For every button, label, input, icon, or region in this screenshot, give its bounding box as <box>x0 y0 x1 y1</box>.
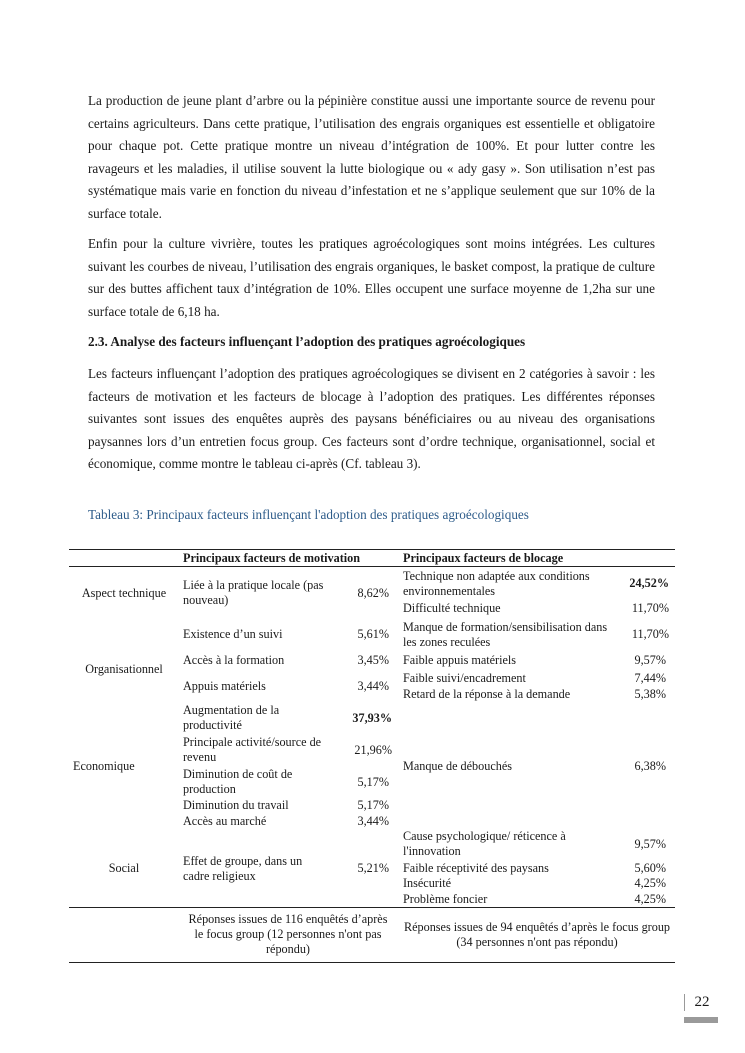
table-bottom-rule <box>69 962 675 963</box>
motivation-value: 5,17% <box>357 798 389 812</box>
blocage-value: 9,57% <box>634 653 666 667</box>
table-top-rule <box>69 549 675 550</box>
paragraph-facteurs <box>88 363 655 476</box>
aspect-social: Social <box>108 861 140 875</box>
motivation-label: Accès à la formation <box>183 653 285 667</box>
motivation-label: Appuis matériels <box>183 679 266 693</box>
motivation-value: 8,62% <box>357 586 389 600</box>
blocage-value: 4,25% <box>634 876 666 890</box>
blocage-value: 9,57% <box>634 837 666 851</box>
motivation-label: Diminution du travail <box>183 798 289 812</box>
motivation-label: Augmentation de la productivité <box>183 703 280 732</box>
blocage-label: Faible appuis matériels <box>403 653 517 667</box>
header-motivation: Principaux facteurs de motivation <box>183 551 361 565</box>
footer-blocage: Réponses issues de 94 enquêtés d’après le focus group (34 personnes n'ont pas répondu) <box>403 920 671 949</box>
motivation-value: 21,96% <box>354 743 392 757</box>
motivation-value: 3,44% <box>357 814 389 828</box>
paragraph-text: Enfin pour la culture vivrière, toutes les pratiques agroécologiques sont moins intégrées. Les cultures suivant les courbes de niveau, l’utilisation des engrais organiques, le basket compost, la pratique de culture sur des buttes affichent taux d’intégration de 10%. Elles occupent une surface moyenne de 1,2ha sur une surface totale de 6,18 ha. <box>88 236 655 319</box>
blocage-value: 5,60% <box>634 861 666 875</box>
header-blocage: Principaux facteurs de blocage <box>403 551 564 565</box>
blocage-label: Problème foncier <box>403 892 488 906</box>
motivation-label: Accès au marché <box>183 814 267 828</box>
page-number: 22 <box>684 994 719 1011</box>
aspect-technique: Aspect technique <box>81 586 167 600</box>
blocage-label: Manque de formation/sensibilisation dans les zones reculées <box>403 620 608 649</box>
blocage-label: Faible suivi/encadrement <box>403 671 526 685</box>
motivation-value: 37,93% <box>352 711 392 725</box>
motivation-value: 5,21% <box>357 861 389 875</box>
blocage-label: Retard de la réponse à la demande <box>403 687 571 701</box>
section-heading: 2.3. Analyse des facteurs influençant l’adoption des pratiques agroécologiques <box>88 334 526 349</box>
motivation-value: 3,44% <box>357 679 389 693</box>
motivation-label: Diminution de coût de production <box>183 767 293 796</box>
aspect-organisationnel: Organisationnel <box>85 662 163 676</box>
blocage-label: Manque de débouchés <box>403 759 512 773</box>
table-caption: Tableau 3: Principaux facteurs influençant l'adoption des pratiques agroécologiques <box>88 507 529 522</box>
blocage-label: Technique non adaptée aux conditions environnementales <box>403 569 590 598</box>
motivation-value: 5,61% <box>357 627 389 641</box>
motivation-label: Effet de groupe, dans un cadre religieux <box>183 854 303 883</box>
table-body-rule <box>69 907 675 908</box>
table-header-rule <box>69 566 675 567</box>
motivation-label: Liée à la pratique locale (pas nouveau) <box>183 578 324 607</box>
motivation-label: Principale activité/source de revenu <box>183 735 322 764</box>
blocage-value: 24,52% <box>629 576 669 590</box>
motivation-value: 3,45% <box>357 653 389 667</box>
motivation-label: Existence d’un suivi <box>183 627 283 641</box>
blocage-value: 4,25% <box>634 892 666 906</box>
blocage-value: 11,70% <box>631 627 669 641</box>
paragraph-text: Les facteurs influençant l’adoption des pratiques agroécologiques se divisent en 2 catégories à savoir : les facteurs de motivation et les facteurs de blocage à l’adoption des pratiques. Les différentes réponses suivantes sont issues des enquêtes auprès des paysans bénéficiaires ou au niveau des organisations paysannes lors d’un entretien focus group. Ces facteurs sont d’ordre technique, organisationnel, social et économique, comme montre le tableau ci-après (Cf. tableau 3). <box>88 366 655 472</box>
blocage-label: Cause psychologique/ réticence à l'innovation <box>403 829 566 858</box>
paragraph-pepiniere <box>88 90 655 226</box>
aspect-economique: Economique <box>73 759 135 773</box>
blocage-value: 11,70% <box>631 601 669 615</box>
blocage-value: 5,38% <box>634 687 666 701</box>
blocage-label: Faible réceptivité des paysans <box>403 861 549 875</box>
blocage-label: Insécurité <box>403 876 452 890</box>
footer-motivation: Réponses issues de 116 enquêtés d’après le focus group (12 personnes n'ont pas répondu) <box>188 912 388 956</box>
blocage-value: 6,38% <box>634 759 666 773</box>
paragraph-text: La production de jeune plant d’arbre ou la pépinière constitue aussi une importante source de revenu pour certains agriculteurs. Dans cette pratique, l’utilisation des engrais organiques est essentielle et obligatoire pour chaque pot. Cette pratique montre un niveau d’intégration de 100%. Et pour lutter contre les ravageurs et les maladies, il utilise souvent la lutte biologique ou « ady gasy ». Son utilisation n’est pas systématique mais varie en fonction du niveau d’infestation et ne s’applique seulement que sur 10% de la surface totale. <box>88 93 655 221</box>
motivation-value: 5,17% <box>357 775 389 789</box>
blocage-label: Difficulté technique <box>403 601 501 615</box>
paragraph-culture-vivriere <box>88 233 655 323</box>
page-number-bar <box>684 1017 718 1023</box>
blocage-value: 7,44% <box>634 671 666 685</box>
